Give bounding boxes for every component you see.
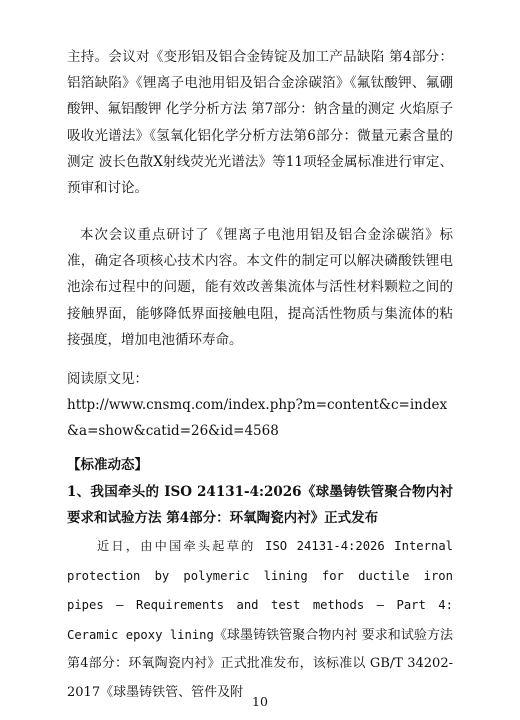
paragraph-meeting-review: 主持。会议对《变形铝及铝合金铸锭及加工产品缺陷 第4部分：铝箔缺陷》《锂离子电池用铝及铝合金涂碳箔》《氟钛酸钾、氟硼酸钾、氟铝酸钾 化学分析方法 第7部分：钠含量的测定 火焰原子吸收光谱法》《氢氧化铝化学分析方法第6部分：微量元素含量的测定 波长色散X射线荧光光谱法》等11项轻金属标准进行审定、预审和讨论。 (67, 49, 453, 197)
paragraph-read-original (67, 366, 453, 445)
news-item-body-part-b: 《球墨铸铁管聚合物内衬 要求和试验方法 第4部分：环氧陶瓷内衬》正式批准发布，该标准以 GB/T 34202-2017《球墨铸铁管、管件及附 (67, 627, 453, 700)
paragraph-key-discussion: 本次会议重点研讨了《锂离子电池用铝及铝合金涂碳箔》标准，确定各项核心技术内容。本文件的制定可以解决磷酸铁锂电池涂布过程中的问题，能有效改善集流体与活性材料颗粒之间的接触界面，能够降低界面接触电阻，提高活性物质与集流体的粘接强度，增加电池循环寿命。 (67, 227, 453, 348)
news-item-body-part-a: 近日，由中国牵头起草的 ISO 24131-4:2026 Internal protection by polymeric lining for ductile iron pipes — Requirements and test methods — Part 4: Ceramic epoxy lining (67, 539, 453, 642)
source-link[interactable]: http://www.cnsmq.com/index.php?m=content&c=index&a=show&catid=26&id=4568 (67, 397, 448, 440)
news-item-body (67, 532, 453, 707)
read-original-label: 阅读原文见： (67, 371, 148, 387)
section-heading: 【标准动态】 (67, 457, 148, 473)
page-number: 10 (252, 694, 268, 709)
news-item-title: 1、我国牵头的 ISO 24131-4:2026《球墨铸铁管聚合物内衬 要求和试验方法 第4部分：环氧陶瓷内衬》正式发布 (67, 484, 453, 526)
